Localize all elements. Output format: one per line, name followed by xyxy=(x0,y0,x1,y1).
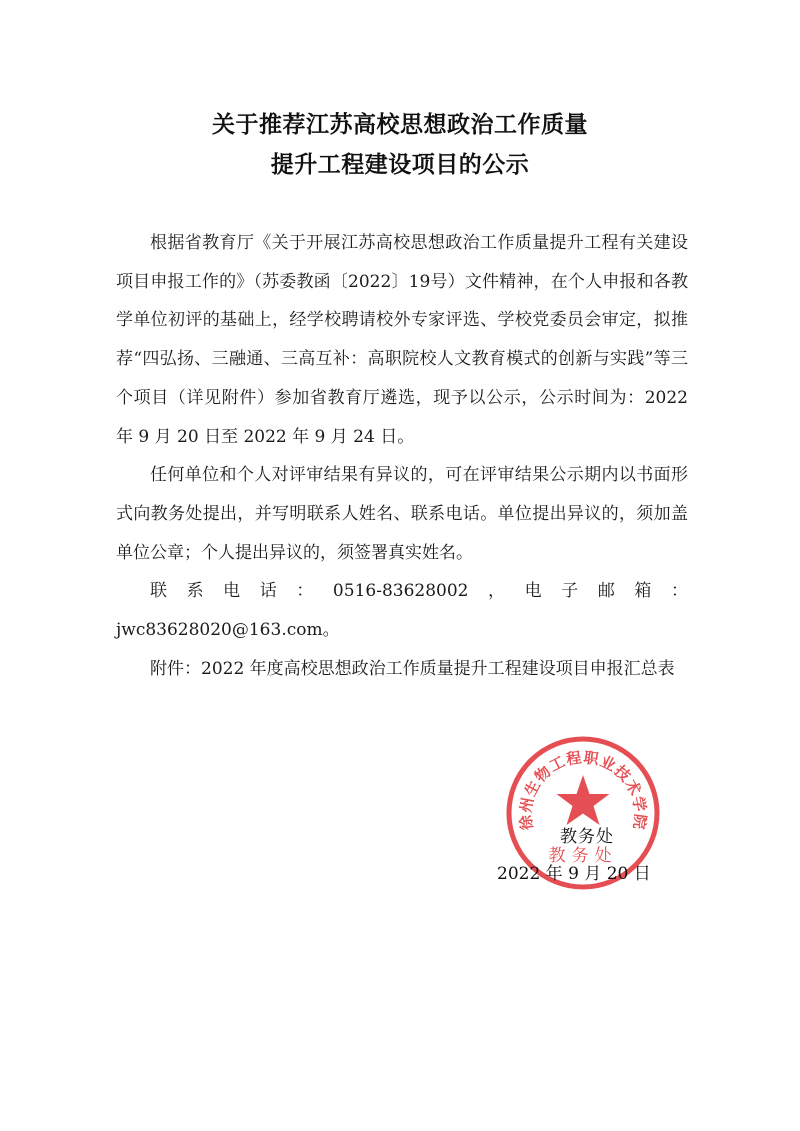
signature-date: 2022 年 9 月 20 日 xyxy=(497,864,651,884)
body-text xyxy=(116,224,688,688)
title-line-2: 提升工程建设项目的公示 xyxy=(270,152,530,178)
paragraph-objection: 任何单位和个人对评审结果有异议的，可在评审结果公示期内以书面形式向教务处提出，并写明联系人姓名、联系电话。单位提出异议的，须加盖单位公章；个人提出异议的，须签署真实姓名。 xyxy=(116,465,688,563)
seal-ring-text: 徐州生物工程职业技术学院 xyxy=(516,748,650,832)
paragraph-contact: 联系电话：0516-83628002，电子邮箱：jwc83628020@163.com。 xyxy=(116,581,688,641)
title-line-1: 关于推荐江苏高校思想政治工作质量 xyxy=(212,112,588,138)
paragraph-attachment: 附件：2022 年度高校思想政治工作质量提升工程建设项目申报汇总表 xyxy=(150,658,675,679)
paragraph-notice: 根据省教育厅《关于开展江苏高校思想政治工作质量提升工程有关建设项目申报工作的》（苏委教函〔2022〕19号）文件精神，在个人申报和各教学单位初评的基础上，经学校聘请校外专家评选、学校党委员会审定，拟推荐“四弘扬、三融通、三高互补：高职院校人文教育模式的创新与实践”等三个项目（详见附件）参加省教育厅遴选，现予以公示，公示时间为：2022 年 9 月 20 日至 2022 年 9 月 24 日。 xyxy=(116,233,688,447)
signature-department: 教务处 xyxy=(560,827,614,847)
seal-center-text: 教务处 xyxy=(548,846,618,866)
